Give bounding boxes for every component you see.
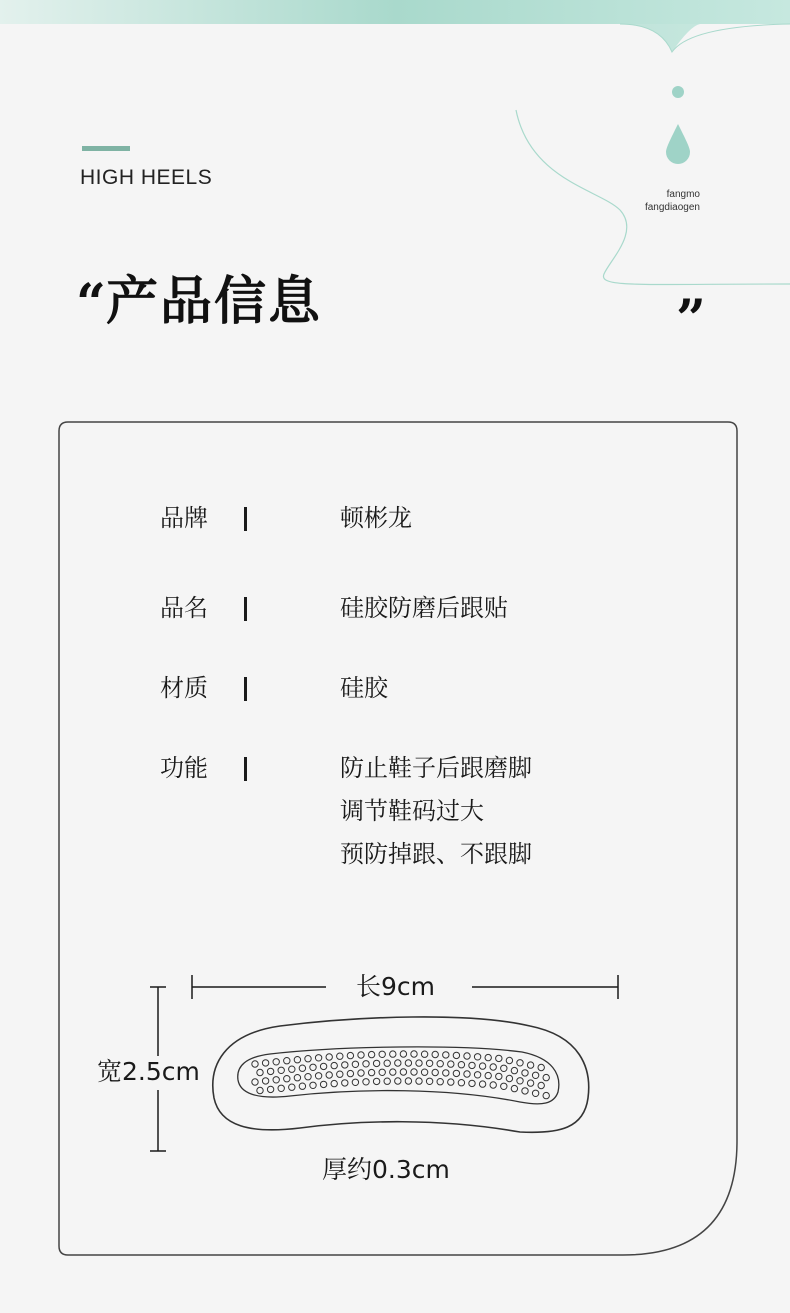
side-caption-line-1: fangmo — [666, 189, 700, 200]
brand-english-label: HIGH HEELS — [80, 166, 213, 189]
spec-label: 材质 — [160, 674, 208, 702]
section-title: 产品信息 — [106, 272, 323, 332]
spec-value: 硅胶防磨后跟贴 — [340, 594, 508, 622]
spec-separator — [244, 677, 247, 701]
spec-label: 品牌 — [160, 504, 208, 532]
side-caption-line-2: fangdiaogen — [644, 202, 700, 213]
side-caption — [600, 188, 700, 214]
spec-value-list — [340, 747, 532, 876]
width-label: 宽2.5cm — [97, 1057, 200, 1086]
accent-bar — [82, 146, 130, 151]
spec-separator — [244, 507, 247, 531]
quote-open-mark: “ — [76, 273, 106, 334]
quote-close-mark: ” — [676, 289, 706, 350]
water-droplet-small-icon — [672, 86, 684, 98]
spec-label: 品名 — [160, 594, 208, 622]
spec-label: 功能 — [160, 754, 208, 782]
function-item: 调节鞋码过大 — [340, 797, 484, 825]
function-item: 预防掉跟、不跟脚 — [340, 840, 532, 868]
spec-value: 硅胶 — [340, 674, 388, 702]
water-drop-icon — [666, 124, 690, 164]
spec-separator — [244, 757, 247, 781]
length-label: 长9cm — [356, 972, 436, 1001]
spec-value: 顿彬龙 — [340, 504, 412, 532]
spec-separator — [244, 597, 247, 621]
function-item: 防止鞋子后跟磨脚 — [340, 754, 532, 782]
thickness-label: 厚约0.3cm — [322, 1155, 450, 1184]
